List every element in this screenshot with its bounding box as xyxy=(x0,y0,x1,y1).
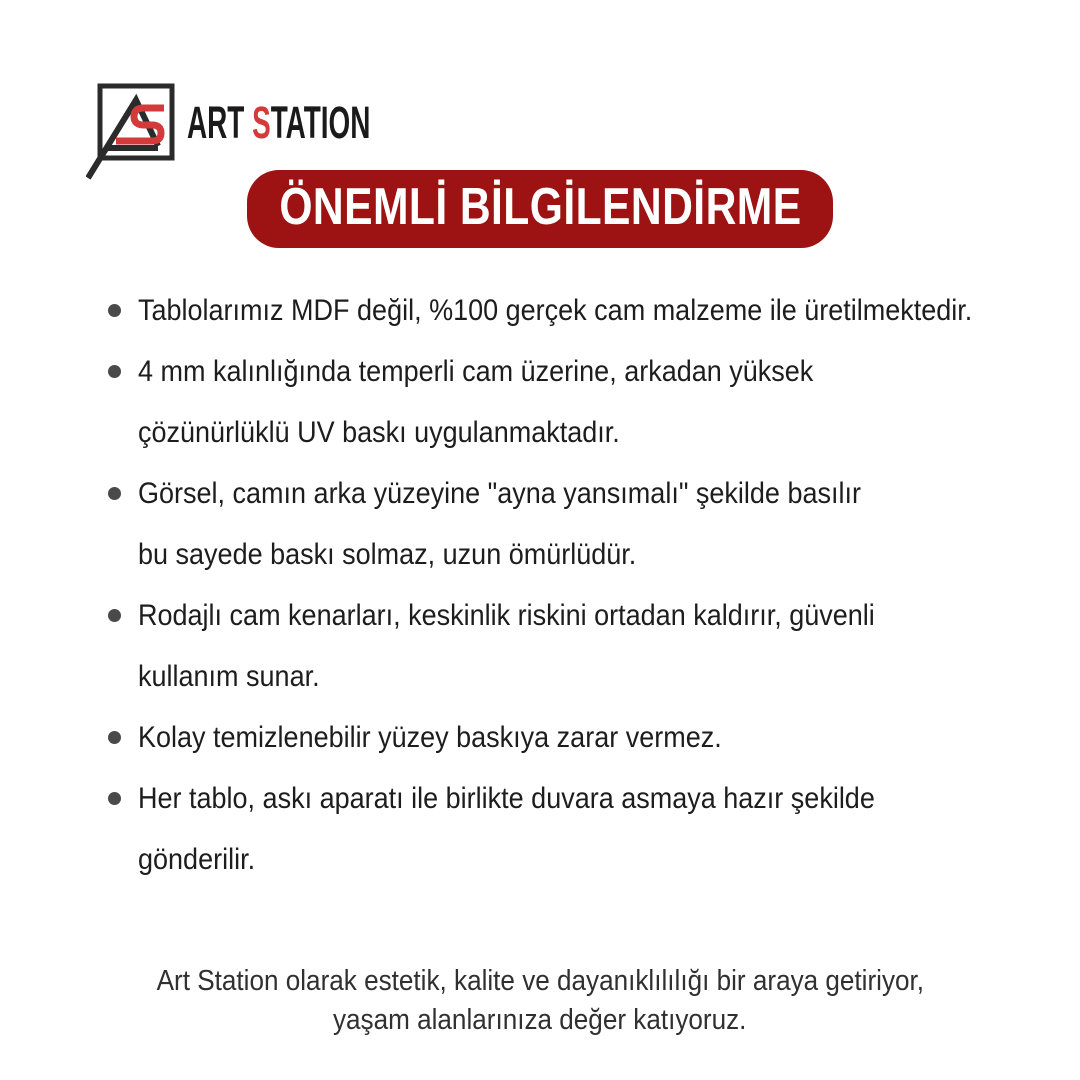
bullet-dot-icon xyxy=(108,731,121,744)
footer-line: yaşam alanlarınıza değer katıyoruz. xyxy=(333,1004,747,1036)
brand-wordmark-part1: ART xyxy=(187,97,253,148)
bullet-text: kullanım sunar. xyxy=(138,659,320,693)
list-item xyxy=(108,341,1050,463)
art-station-logo-icon xyxy=(86,82,186,186)
list-item xyxy=(108,707,1050,768)
bullet-text: gönderilir. xyxy=(138,842,256,876)
brand-wordmark-accent: S xyxy=(252,97,271,148)
bullet-dot-icon xyxy=(108,792,121,805)
bullet-text: bu sayede baskı solmaz, uzun ömürlüdür. xyxy=(138,537,637,571)
bullet-text: Tablolarımız MDF değil, %100 gerçek cam malzeme ile üretilmektedir. xyxy=(138,293,973,327)
list-item xyxy=(108,463,1050,585)
bullet-dot-icon xyxy=(108,487,121,500)
bullet-text: çözünürlüklü UV baskı uygulanmaktadır. xyxy=(138,415,620,449)
bullet-dot-icon xyxy=(108,609,121,622)
banner-title: ÖNEMLİ BİLGİLENDİRME xyxy=(278,178,802,236)
list-item xyxy=(108,585,1050,707)
important-info-banner xyxy=(247,170,833,248)
bullet-text: Kolay temizlenebilir yüzey baskıya zarar vermez. xyxy=(138,720,722,754)
bullet-dot-icon xyxy=(108,365,121,378)
brand-wordmark-part2: TATION xyxy=(270,97,371,148)
footer-tagline xyxy=(0,962,1080,1040)
bullet-text: Görsel, camın arka yüzeyine "ayna yansımalı" şekilde basılır xyxy=(138,476,861,510)
brand-wordmark xyxy=(187,97,371,148)
bullet-dot-icon xyxy=(108,304,121,317)
bullet-text: Her tablo, askı aparatı ile birlikte duvara asmaya hazır şekilde xyxy=(138,781,875,815)
footer-line: Art Station olarak estetik, kalite ve dayanıklılılığı bir araya getiriyor, xyxy=(156,965,924,997)
bullet-text: Rodajlı cam kenarları, keskinlik riskini ortadan kaldırır, güvenli xyxy=(138,598,875,632)
list-item xyxy=(108,280,1050,341)
list-item xyxy=(108,768,1050,890)
bullet-text: 4 mm kalınlığında temperli cam üzerine, arkadan yüksek xyxy=(138,354,814,388)
info-bullet-list xyxy=(108,280,1050,890)
